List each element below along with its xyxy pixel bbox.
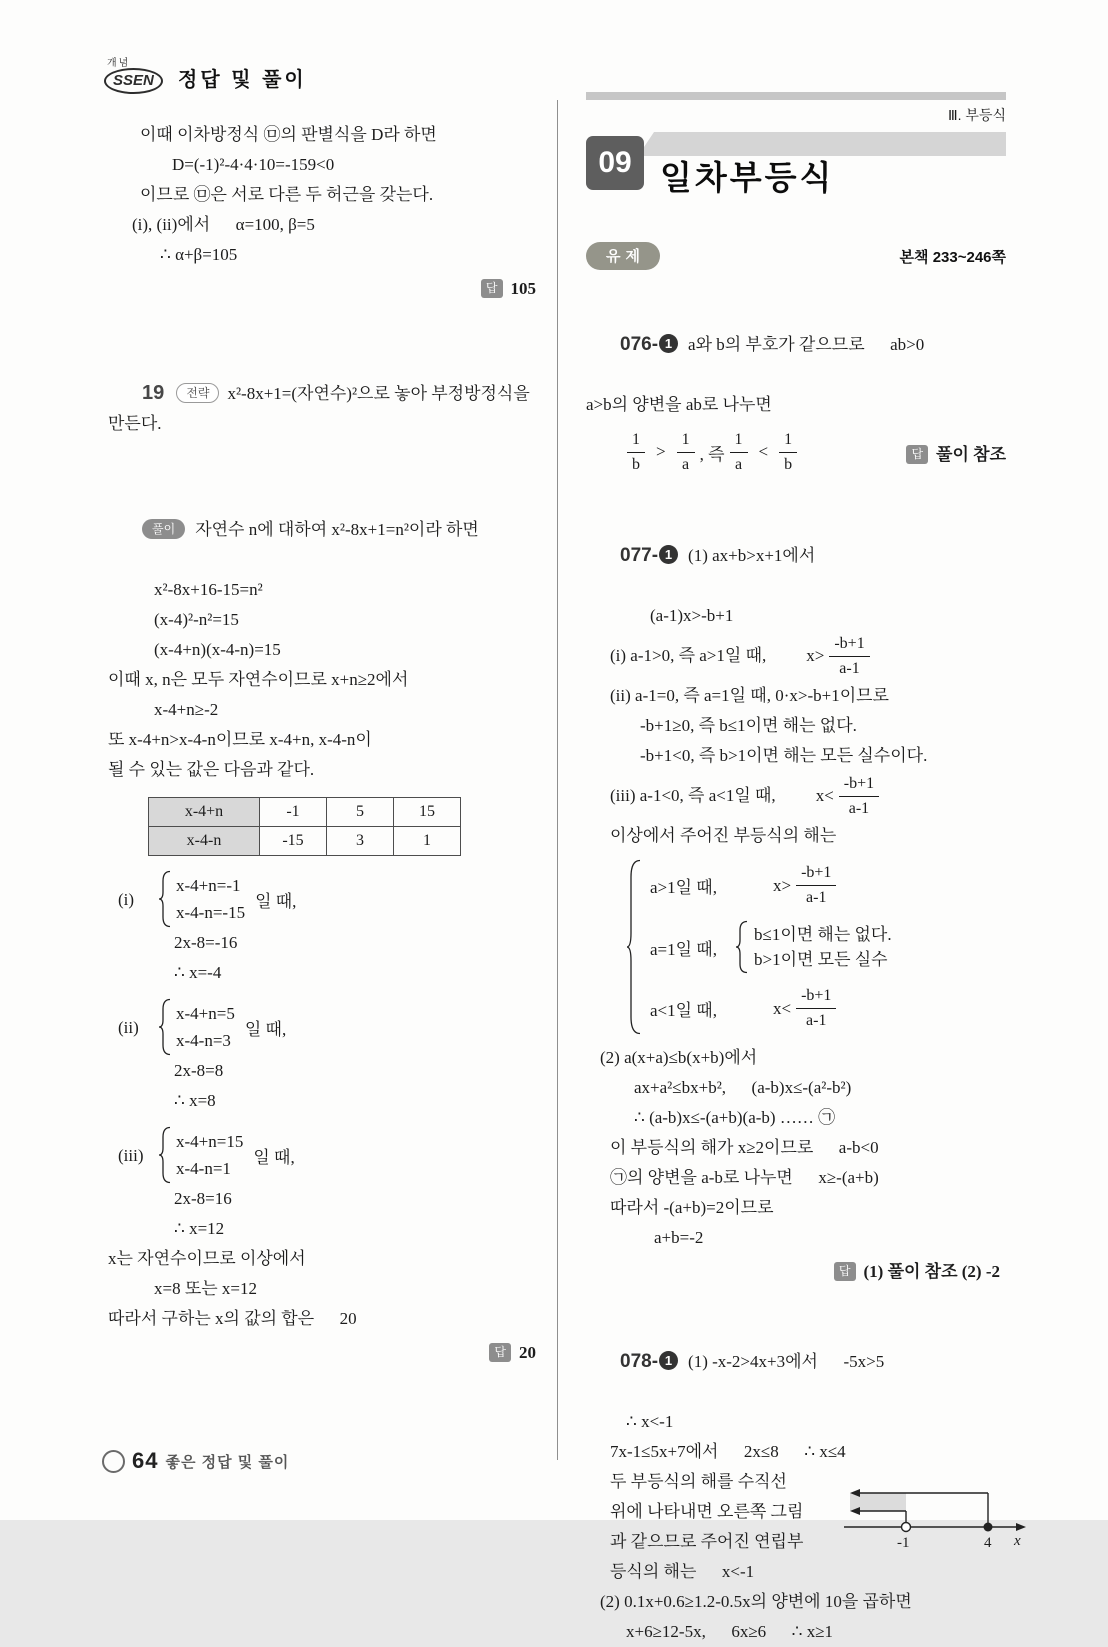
page-title: 정답 및 풀이	[178, 69, 307, 91]
text-line: -b+1<0, 즉 b>1이면 해는 모든 실수이다.	[640, 746, 928, 765]
problem-number: 19	[142, 382, 165, 404]
text-line: 7x-1≤5x+7에서 2x≤8 ∴ x≤4	[610, 1442, 846, 1461]
solution-cases	[626, 859, 1006, 1035]
equation-line: x+6≥12-5x, 6x≥6 ∴ x≥1	[626, 1622, 834, 1641]
solution-intro-text: 자연수 n에 대하여 x²-8x+1=n²이라 하면	[195, 520, 479, 539]
equation-line: (a-1)x>-b+1	[650, 606, 734, 625]
solution-badge: 풀이	[142, 519, 185, 539]
text-line: x는 자연수이므로 이상에서	[108, 1249, 306, 1268]
text-line: 따라서 -(a+b)=2이므로	[610, 1198, 774, 1217]
chapter-title: 일차부등식	[660, 159, 835, 196]
problem-number-text: 078-	[620, 1351, 659, 1372]
problem-head	[586, 511, 1006, 601]
case-system	[108, 1126, 542, 1184]
fraction: $\frac{1}{a}$	[730, 430, 748, 475]
text-fragment: x<	[772, 998, 792, 1018]
text-fragment: a=1일 때,	[650, 939, 717, 959]
problem-head	[108, 348, 542, 469]
equation-line: (x-4+n)(x-4-n)=15	[154, 640, 281, 659]
problem-number-text: 076-	[620, 334, 659, 355]
problem-number	[620, 545, 678, 566]
exercise-type-row	[586, 242, 1006, 270]
table-cell: 5	[327, 798, 394, 827]
table-cell: 3	[327, 827, 394, 856]
equation-line: 2x-8=-16	[174, 933, 238, 952]
equation-line: a+b=-2	[654, 1228, 704, 1247]
case-line	[586, 771, 1006, 821]
operator: <	[758, 442, 769, 461]
text-line: 이때 이차방정식 ㉤의 판별식을 D라 하면	[140, 125, 437, 144]
equation-line: x-4+n=15	[176, 1132, 244, 1151]
table-cell: -15	[260, 827, 327, 856]
fraction-line	[586, 427, 1006, 477]
page-header	[104, 54, 307, 94]
chapter-number: 09	[586, 136, 644, 190]
case-rows	[650, 863, 892, 1031]
problem-076	[586, 300, 1006, 477]
strategy-badge: 전략	[176, 383, 219, 403]
text-fragment: (iii) a-1<0, 즉 a<1일 때,	[610, 786, 776, 805]
equation-line: x-4-n=-15	[176, 903, 246, 922]
brace-icon	[735, 920, 748, 974]
equation-line: ∴ α+β=105	[160, 245, 238, 264]
text-line: 이상에서 주어진 부등식의 해는	[610, 826, 837, 845]
equation-line: (x-4)²-n²=15	[154, 610, 239, 629]
number-line-figure	[838, 1469, 1030, 1561]
text-fragment: a<1일 때,	[650, 1001, 717, 1020]
case-suffix: 일 때,	[255, 891, 297, 911]
equation-line: x-4+n=-1	[176, 876, 241, 895]
left-column	[108, 120, 542, 1368]
operator: >	[656, 442, 666, 461]
text-line: 이므로 ㉤은 서로 다른 두 허근을 갖는다.	[140, 185, 434, 204]
ssen-logo-icon	[104, 54, 166, 94]
case-line	[586, 631, 1006, 681]
text-line: (ii) a-1=0, 즉 a=1일 때, 0·x>-b+1이므로	[610, 686, 889, 705]
nested-case	[735, 920, 892, 974]
fraction: $\frac{-b+1}{a-1}$	[829, 634, 869, 679]
section-label: Ⅲ. 부등식	[947, 107, 1006, 123]
answer-badge: 답	[834, 1262, 856, 1281]
equation-line: ∴ x=12	[174, 1219, 225, 1238]
brace-icon	[158, 1126, 171, 1184]
problem-head	[586, 300, 1006, 390]
answer-line	[906, 440, 1006, 465]
text-line: b≤1이면 해는 없다.	[753, 925, 892, 944]
footer-circle-icon	[102, 1450, 125, 1473]
fraction: $\frac{-b+1}{a-1}$	[796, 986, 836, 1031]
text-line: -b+1≥0, 즉 b≤1이면 해는 없다.	[640, 716, 857, 735]
value-table	[148, 797, 461, 856]
book-page-reference: 본책 233~246쪽	[899, 248, 1006, 266]
text-fragment: , 즉	[699, 444, 725, 464]
page-number: 64	[132, 1448, 159, 1473]
problem-subnumber-icon: 1	[659, 545, 678, 564]
table-row	[149, 827, 461, 856]
column-divider	[557, 100, 558, 1460]
right-column	[586, 92, 1021, 1647]
wrap-text	[610, 1467, 838, 1587]
text-fragment: x>	[772, 875, 792, 895]
problem-078	[586, 1317, 1021, 1647]
text-line: a>b의 양변을 ab로 나누면	[586, 395, 772, 414]
equation-line: 2x-8=8	[174, 1061, 224, 1080]
equation-line: x-4+n=5	[176, 1004, 235, 1023]
equation-line: ∴ x=8	[174, 1091, 216, 1110]
logo-subtext: 개념	[107, 58, 131, 69]
brace-icon	[158, 870, 171, 928]
answer-value: (1) 풀이 참조 (2) -2	[863, 1262, 1000, 1281]
equation-line: ∴ x=-4	[174, 963, 222, 982]
brace-icon	[626, 859, 641, 1035]
fraction: $\frac{1}{b}$	[627, 430, 645, 475]
figure-label: -1	[897, 1535, 910, 1551]
text-line: (2) a(x+a)≤b(x+b)에서	[600, 1048, 758, 1067]
text-line: b>1이면 모든 실수	[753, 950, 888, 969]
answer-value: 105	[510, 279, 536, 298]
text-line: (1) ax+b>x+1에서	[688, 546, 816, 565]
case-label: (iii)	[118, 1145, 144, 1165]
text-fragment: x<	[815, 786, 834, 805]
figure-label: 4	[984, 1535, 992, 1551]
case-row	[650, 986, 892, 1031]
table-cell: 15	[394, 798, 461, 827]
equation-line: x-4-n=3	[176, 1031, 231, 1050]
problem-subnumber-icon: 1	[659, 1351, 678, 1370]
problem-number-text: 077-	[620, 545, 659, 566]
case-equations	[176, 1000, 235, 1054]
answer-line	[108, 1338, 536, 1368]
chapter-header	[586, 128, 1006, 200]
text-line: 이때 x, n은 모두 자연수이므로 x+n≥2에서	[108, 670, 409, 689]
text-line: 두 부등식의 해를 수직선	[610, 1472, 787, 1491]
footer-text: 좋은 정답 및 풀이	[165, 1453, 290, 1471]
figure-axis-label: x	[1014, 1533, 1021, 1549]
fraction: $\frac{1}{b}$	[779, 430, 797, 475]
equation-line: 2x-8=16	[174, 1189, 232, 1208]
table-row	[149, 798, 461, 827]
text-line: (i), (ii)에서 α=100, β=5	[132, 215, 315, 234]
fraction: $\frac{-b+1}{a-1}$	[839, 774, 879, 819]
page-footer	[102, 1448, 289, 1474]
text-fragment: x>	[806, 646, 825, 665]
text-line: (2) 0.1x+0.6≥1.2-0.5x의 양변에 10을 곱하면	[600, 1592, 912, 1611]
answer-line	[586, 1257, 1000, 1287]
equation-line: x=8 또는 x=12	[154, 1279, 258, 1298]
problem-077	[586, 511, 1006, 1287]
case-system	[108, 998, 542, 1056]
case-suffix: 일 때,	[244, 1019, 287, 1039]
text-line: (1) -x-2>4x+3에서 -5x>5	[688, 1352, 885, 1371]
text-line: 또 x-4+n>x-4-n이므로 x-4+n, x-4-n이	[108, 730, 372, 749]
case-label: (ii)	[118, 1017, 139, 1037]
text-line: a와 b의 부호가 같으므로 ab>0	[688, 335, 925, 354]
text-fragment: a>1일 때,	[650, 878, 717, 897]
answer-value: 풀이 참조	[936, 444, 1006, 464]
case-label: (i)	[118, 889, 135, 909]
answer-line	[108, 274, 536, 304]
fraction: $\frac{-b+1}{a-1}$	[796, 863, 836, 908]
table-header-cell: x-4-n	[149, 827, 260, 856]
problem-number	[620, 334, 678, 355]
equation-line: x-4-n=1	[176, 1159, 231, 1178]
equation-line: ∴ x<-1	[626, 1412, 674, 1431]
equation-line: ax+a²≤bx+b², (a-b)x≤-(a²-b²)	[634, 1078, 852, 1097]
text-line: 이 부등식의 해가 x≥2이므로 a-b<0	[610, 1138, 879, 1157]
solution-intro	[108, 485, 542, 575]
text-line: 등식의 해는 x<-1	[610, 1562, 755, 1581]
nested-case-lines	[754, 922, 892, 972]
brace-icon	[158, 998, 171, 1056]
number-line-graphic	[838, 1469, 1030, 1561]
answer-badge: 답	[906, 445, 928, 464]
fraction: $\frac{1}{a}$	[677, 430, 695, 475]
text-line: 따라서 구하는 x의 값의 합은 20	[108, 1309, 357, 1328]
equation-line: ∴ (a-b)x≤-(a+b)(a-b) …… ㉠	[634, 1108, 836, 1127]
problem-subnumber-icon: 1	[659, 334, 678, 353]
text-line: 과 같으므로 주어진 연립부	[610, 1532, 804, 1551]
case-equations	[176, 1128, 243, 1182]
text-line: 될 수 있는 값은 다음과 같다.	[108, 760, 315, 779]
case-equations	[176, 872, 245, 926]
equation-line: x-4+n≥-2	[154, 700, 219, 719]
table-cell: -1	[260, 798, 327, 827]
answer-badge: 답	[481, 279, 503, 298]
problem-19	[108, 348, 542, 1368]
case-row	[650, 863, 892, 908]
text-fragment: (i) a-1>0, 즉 a>1일 때,	[610, 646, 767, 665]
top-strip	[586, 92, 1006, 100]
answer-value: 20	[519, 1343, 536, 1362]
problem-head	[586, 1317, 1006, 1407]
strategy-text: x²-8x+1=(자연수)²으로 놓아 부정방정식을 만든다.	[108, 384, 535, 433]
case-system	[108, 870, 542, 928]
text-line: 위에 나타내면 오른쪽 그림	[610, 1502, 804, 1521]
equation-line: x²-8x+16-15=n²	[154, 580, 263, 599]
case-suffix: 일 때,	[253, 1147, 295, 1167]
problem-number	[620, 1351, 678, 1372]
text-line: ㉠의 양변을 a-b로 나누면 x≥-(a+b)	[610, 1168, 879, 1187]
table-header-cell: x-4+n	[149, 798, 260, 827]
answer-badge: 답	[489, 1343, 511, 1362]
equation-line: D=(-1)²-4·4·10=-159<0	[172, 155, 335, 174]
text-and-figure	[586, 1467, 1021, 1587]
table-cell: 1	[394, 827, 461, 856]
logo-main-text: SSEN	[104, 68, 163, 94]
case-row	[650, 920, 892, 974]
exercise-type-badge: 유제	[586, 242, 660, 270]
